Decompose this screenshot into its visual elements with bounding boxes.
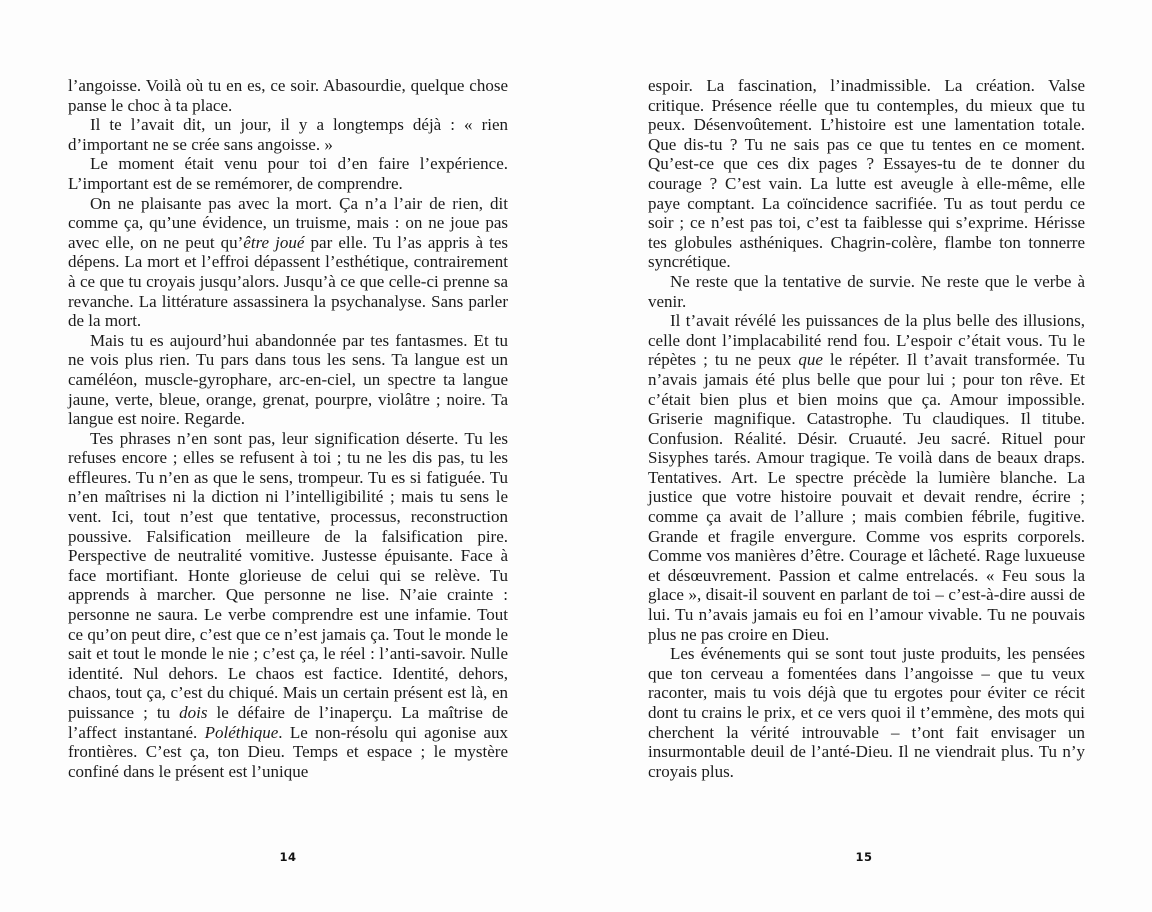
page-right xyxy=(576,0,1152,912)
body-text: Ne reste que la tentative de survie. Ne reste que le verbe à venir. xyxy=(648,271,1085,311)
paragraph xyxy=(68,76,508,115)
page-left-text xyxy=(68,76,508,781)
italic-text: être joué xyxy=(243,232,305,252)
body-text: Il te l’avait dit, un jour, il y a longtemps déjà : « rien d’important ne se crée sans angoisse. » xyxy=(68,115,508,154)
paragraph xyxy=(68,194,508,331)
body-text: Les événements qui se sont tout juste produits, les pensées que ton cerveau a fomentées dans l’angoisse – que tu veux raconter, mais tu vois déjà que tu ergotes pour éviter ce récit dont tu crains le prix, et ce vers quoi il t’emmène, des mots qui cherchent la vérité introuvable – t’ont fait envisager un insurmontable deuil de l’anté-Dieu. Il ne viendrait plus. Tu n’y croyais plus. xyxy=(648,644,1085,781)
body-text: Tes phrases n’en sont pas, leur signification déserte. Tu les refuses encore ; elles se refusent à toi ; tu ne les dis pas, tu les effleures. Tu n’en as que le sens, trompeur. Tu es si fatiguée. Tu n’en maîtrises ni la diction ni l’intelligibilité ; mais tu sens le vent. Ici, tout n’est que tentative, processus, reconstruction poussive. Falsification meilleure de la falsification pire. Perspective de neutralité vomitive. Justesse épuisante. Face à face mortifiant. Honte glorieuse de celui qui se relève. Tu apprends à marcher. Que personne ne lise. N’aie crainte : personne ne saura. Le verbe comprendre est une infamie. Tout ce qu’on peut dire, c’est que ce n’est jamais ça. Tout le monde le sait et tout le monde le nie ; c’est ça, le réel : l’anti-savoir. Nulle identité. Nul dehors. Le chaos est factice. Identité, dehors, chaos, tout ça, c’est du chiqué. Mais un certain présent est là, en puissance ; tu xyxy=(68,428,508,722)
italic-text: Poléthique xyxy=(204,722,279,742)
body-text: . Le non-résolu qui agonise aux frontières. C’est ça, ton Dieu. Temps et espace ; le mystère confiné dans le présent est l’unique xyxy=(68,722,508,781)
body-text: espoir. La fascination, l’inadmissible. La création. Valse critique. Présence réelle que tu contemples, du mieux que tu peux. Désenvoûtement. L’histoire est une lamentation totale. Que dis-tu ? Tu ne sais pas ce que tu tentes en ce moment. Qu’est-ce que ces dix pages ? Essayes-tu de te donner du courage ? C’est vain. La lutte est aveugle à elle-même, elle paye comptant. La coïncidence sacrifiée. Tu as tout perdu ce soir ; ce n’est pas toi, c’est ta faiblesse qui s’exprime. Hérisse tes globules asthéniques. Chagrin-colère, flambe ton tonnerre syncrétique. xyxy=(648,76,1085,272)
paragraph xyxy=(68,429,508,782)
page-right-number: 15 xyxy=(855,850,873,864)
body-text: le répéter. Il t’avait transformée. Tu n’avais jamais été plus belle que pour lui ; pour ton rêve. Et c’était bien plus et bien moins que ça. Amour impossible. Griserie magnifique. Catastrophe. Tu claudiques. Il titube. Confusion. Réalité. Désir. Cruauté. Jeu sacré. Rituel pour Sisyphes tarés. Amour tragique. Te voilà dans de beaux draps. Tentatives. Art. Le spectre précède la lumière blanche. La justice que votre histoire pouvait et devait rendre, écrire ; comme ça avait de l’allure ; mais combien fébrile, fugitive. Grande et fragile envergure. Comme vos esprits corporels. Comme vos manières d’être. Courage et lâcheté. Rage luxueuse et désœuvrement. Passion et calme entrelacés. « Feu sous la glace », disait-il souvent en parlant de toi – c’est-à-dire aussi de lui. Tu n’avais jamais eu foi en l’amour vivable. Tu ne pouvais plus ne pas croire en Dieu. xyxy=(648,350,1085,644)
paragraph xyxy=(648,644,1085,781)
body-text: Le moment était venu pour toi d’en faire l’expérience. L’important est de se remémorer, de comprendre. xyxy=(68,154,508,193)
body-text: Mais tu es aujourd’hui abandonnée par tes fantasmes. Et tu ne vois plus rien. Tu pars dans tous les sens. Ta langue est un caméléon, muscle-gyrophare, arc-en-ciel, un spectre ta langue jaune, verte, bleue, orange, grenat, pourpre, violâtre ; noire. Ta langue est noire. Regarde. xyxy=(68,330,508,429)
body-text: par elle. Tu l’as appris à tes dépens. La mort et l’effroi dépassent l’esthétique, contrairement à ce que tu croyais jusqu’alors. Jusqu’à ce que celle-ci prenne sa revanche. La littérature assassinera la psychanalyse. Sans parler de la mort. xyxy=(68,232,508,331)
paragraph xyxy=(648,311,1085,644)
body-text: On ne plaisante pas avec la mort. Ça n’a l’air de rien, dit comme ça, qu’une évidence, un truisme, mais : on ne joue pas avec elle, on ne peut qu’ xyxy=(68,193,508,252)
italic-text: que xyxy=(798,350,823,370)
paragraph xyxy=(68,115,508,154)
italic-text: dois xyxy=(179,703,208,722)
body-text: l’angoisse. Voilà où tu en es, ce soir. Abasourdie, quelque chose panse le choc à ta place. xyxy=(68,76,508,115)
paragraph xyxy=(648,272,1085,311)
paragraph xyxy=(68,331,508,429)
body-text: Il t’avait révélé les puissances de la plus belle des illusions, celle dont l’implacabilité rend fou. L’espoir c’était vous. Tu le répètes ; tu ne peux xyxy=(648,311,1085,370)
paragraph xyxy=(68,154,508,193)
body-text: le défaire de l’inaperçu. La maîtrise de l’affect instantané. xyxy=(68,703,508,742)
paragraph xyxy=(648,76,1085,272)
page-left-number: 14 xyxy=(279,850,297,864)
page-right-text xyxy=(648,76,1085,781)
